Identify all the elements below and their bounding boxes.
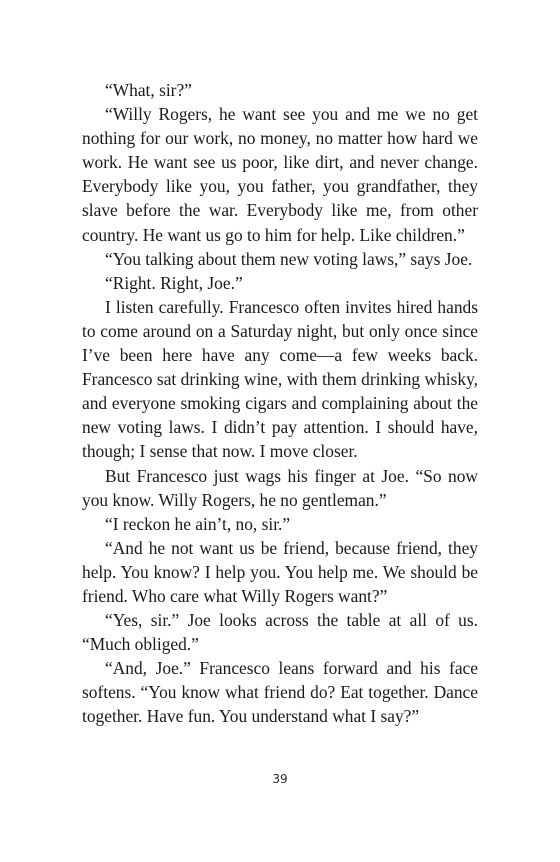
paragraph: “You talking about them new voting laws,” says Joe.	[105, 248, 473, 269]
paragraph: “I reckon he ain’t, no, sir.”	[105, 513, 291, 534]
paragraph: “Willy Rogers, he want see you and me we no get nothing for our work, no money, no matter how hard we work. He want see us poor, like dirt, and never change. Everybody like you, you father, you grandfather, they slave before the war. Everybody like me, from other country. He want us go to him for help. Like children.”	[82, 104, 478, 245]
paragraph: “And, Joe.” Francesco leans forward and his face softens. “You know what friend do? Eat together. Dance together. Have fun. You understand what I say?”	[82, 658, 478, 727]
paragraph: “And he not want us be friend, because friend, they help. You know? I help you. You help me. We should be friend. Who care what Willy Rogers want?”	[82, 537, 478, 606]
page-number: 39	[272, 772, 288, 786]
paragraph: “What, sir?”	[105, 80, 192, 100]
body-text	[82, 78, 478, 729]
paragraph: “Right. Right, Joe.”	[105, 272, 243, 293]
paragraph: I listen carefully. Francesco often invites hired hands to come around on a Saturday night, but only once since I’ve been here have any come—a few weeks back. Francesco sat drinking wine, with them drinking whisky, and everyone smoking cigars and complaining about the new voting laws. I didn’t pay attention. I should have, though; I sense that now. I move closer.	[82, 296, 478, 462]
paragraph: “Yes, sir.” Joe looks across the table at all of us. “Much obliged.”	[82, 610, 478, 655]
paragraph: But Francesco just wags his finger at Joe. “So now you know. Willy Rogers, he no gentleman.”	[82, 465, 478, 510]
